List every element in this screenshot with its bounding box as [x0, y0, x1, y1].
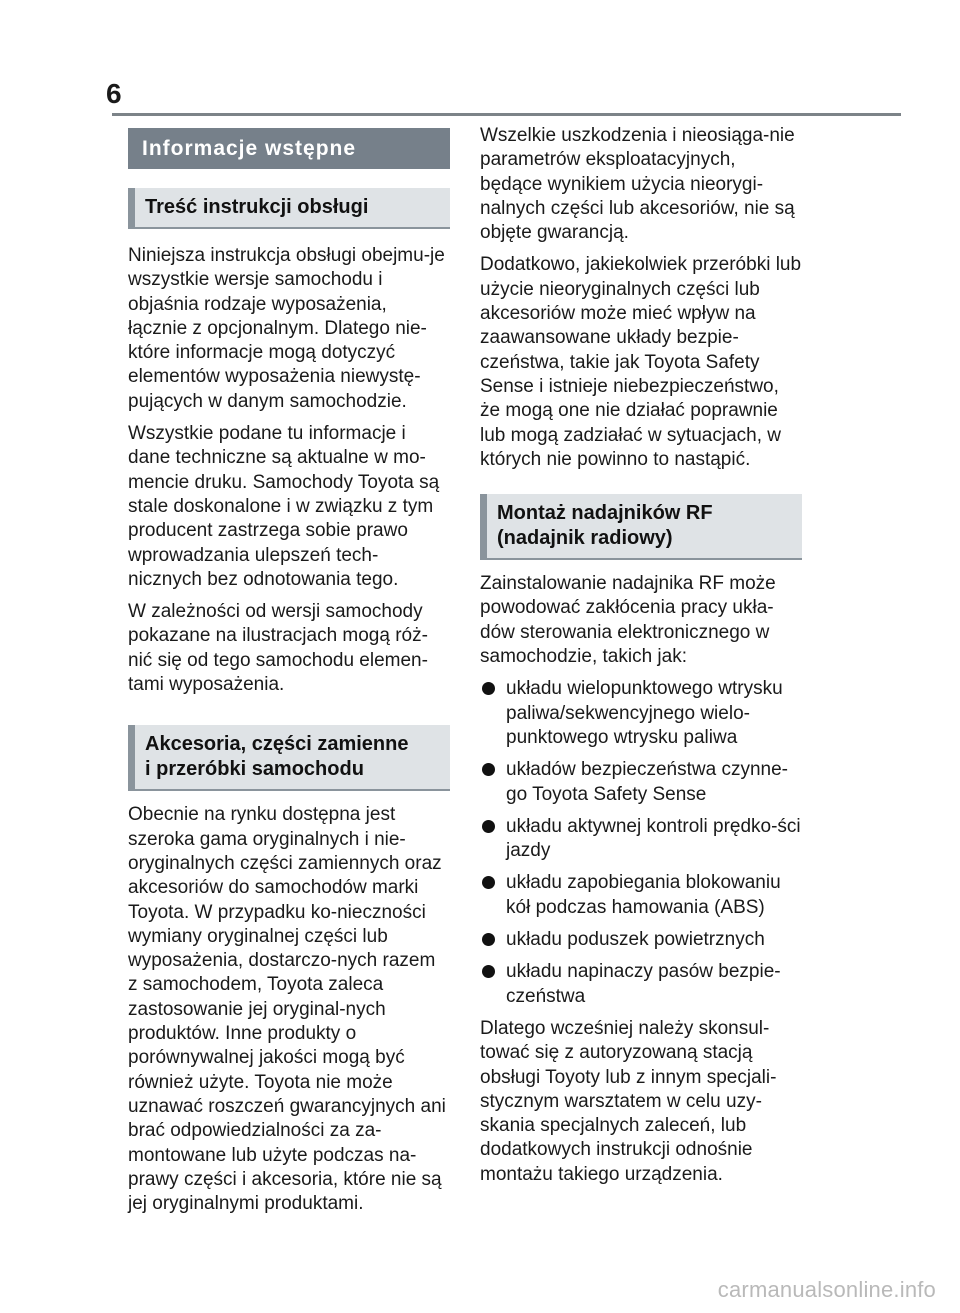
- subheading-accessories: [128, 725, 450, 791]
- right-column: [480, 125, 802, 1187]
- subheading-text: i przeróbki samochodu: [145, 758, 364, 781]
- bullet-icon: [482, 682, 495, 695]
- left-column: [128, 128, 450, 1216]
- bullet-list: [480, 677, 802, 1009]
- subheading-text: (nadajnik radiowy): [497, 527, 673, 550]
- header-rule: [112, 113, 901, 116]
- list-item: układu aktywnej kontroli prędko-ści jazdy: [480, 815, 802, 864]
- bullet-icon: [482, 965, 495, 978]
- bullet-icon: [482, 876, 495, 889]
- list-item: układu poduszek powietrznych: [480, 928, 802, 952]
- subheading-text: Montaż nadajników RF: [497, 502, 713, 525]
- watermark: carmanualsonline.info: [717, 1277, 936, 1302]
- page-number: 6: [106, 78, 122, 109]
- section-title: Informacje wstępne: [128, 128, 450, 169]
- paragraph: Niniejsza instrukcja obsługi obejmu-je wszystkie wersje samochodu i objaśnia rodzaje wyposażenia, łącznie z opcjonalnym. Dlatego nie-które informacje mogą dotyczyć elementów wyposażenia niewystę-pujących w danym samochodzie.: [128, 245, 445, 412]
- bullet-icon: [482, 820, 495, 833]
- paragraph: Dodatkowo, jakiekolwiek przeróbki lub użycie nieoryginalnych części lub akcesoriów może mieć wpływ na zaawansowane układy bezpie-czeństwa, takie jak Toyota Safety Sense i istnieje niebezpieczeństwo, że mogą one nie działać poprawnie lub mogą zadziałać w sytuacjach, w których nie powinno to nastąpić.: [480, 254, 802, 470]
- paragraph: W zależności od wersji samochody pokazane na ilustracjach mogą róż-nić się od tego samochodu elemen-tami wyposażenia.: [128, 601, 428, 696]
- subheading-text: Akcesoria, części zamienne: [145, 733, 409, 756]
- paragraph: Wszelkie uszkodzenia i nieosiąga-nie parametrów eksploatacyjnych, będące wynikiem użycia nieorygi-nalnych części lub akcesoriów, nie są objęte gwarancją.: [480, 125, 795, 244]
- bullet-icon: [482, 933, 495, 946]
- paragraph: Obecnie na rynku dostępna jest szeroka gama oryginalnych i nie-oryginalnych części zamiennych oraz akcesoriów do samochodów marki Toyota. W przypadku ko-nieczności wymiany oryginalnej części lub wyposażenia, dostarczo-nych razem z samochodem, Toyota zaleca zastosowanie jej oryginal-nych produktów. Inne produkty o porównywalnej jakości mogą być również użyte. Toyota nie może uznawać roszczeń gwarancyjnych ani brać odpowiedzialności za za-montowane lub użyte podczas na-prawy części i akcesoria, które nie są jej oryginalnymi produktami.: [128, 804, 446, 1215]
- list-item: układu zapobiegania blokowaniu kół podczas hamowania (ABS): [480, 871, 802, 920]
- paragraph: Zainstalowanie nadajnika RF może powodować zakłócenia pracy ukła-dów sterowania elektronicznego w samochodzie, takich jak:: [480, 573, 776, 668]
- list-item: układu napinaczy pasów bezpie-czeństwa: [480, 960, 802, 1009]
- list-item: układu wielopunktowego wtrysku paliwa/sekwencyjnego wielo-punktowego wtrysku paliwa: [480, 677, 802, 750]
- bullet-icon: [482, 763, 495, 776]
- paragraph: Wszystkie podane tu informacje i dane techniczne są aktualne w mo-mencie druku. Samochody Toyota są stale doskonalone i w związku z tym producent zastrzega sobie prawo wprowadzania ulepszeń tech-nicznych bez odnotowania tego.: [128, 423, 440, 590]
- subheading-manual-contents: [128, 188, 450, 229]
- list-item: układów bezpieczeństwa czynne-go Toyota Safety Sense: [480, 758, 802, 807]
- subheading-text: Treść instrukcji obsługi: [145, 196, 369, 218]
- subheading-rf-transmitter: [480, 494, 802, 560]
- paragraph: Dlatego wcześniej należy skonsul-tować się z autoryzowaną stacją obsługi Toyoty lub z innym specjali-stycznym warsztatem w celu uzy-skania specjalnych zaleceń, lub dodatkowych instrukcji odnośnie montażu takiego urządzenia.: [480, 1017, 777, 1185]
